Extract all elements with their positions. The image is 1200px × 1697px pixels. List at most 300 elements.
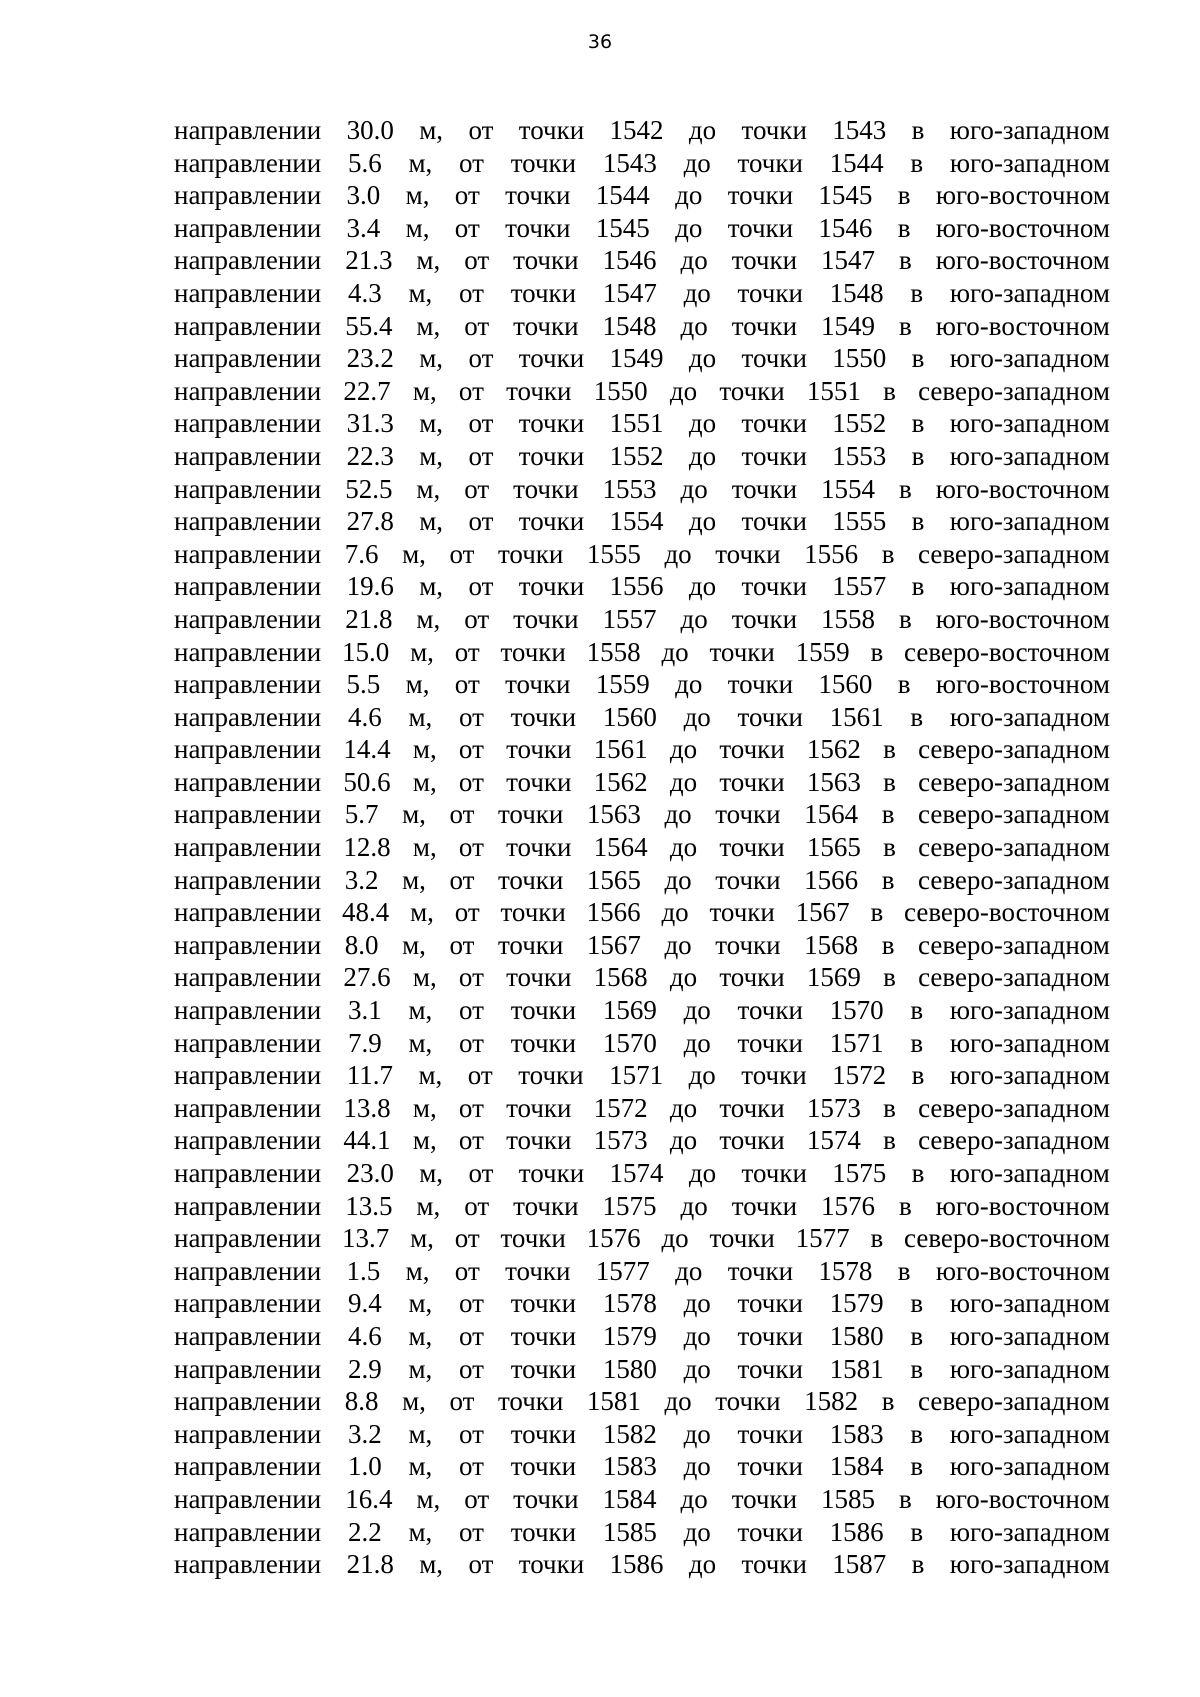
word: в: [870, 636, 884, 667]
word: 19.6: [346, 571, 394, 602]
word: до: [669, 832, 698, 863]
word: 1560: [818, 669, 873, 700]
word: до: [683, 1288, 711, 1319]
word: точки: [741, 506, 807, 537]
word: северо-западном: [918, 799, 1110, 830]
word: точки: [715, 864, 781, 895]
word: точки: [737, 1027, 803, 1058]
word: от: [459, 277, 484, 308]
word: от: [468, 1158, 494, 1188]
word: направлении: [174, 571, 322, 602]
word: точки: [719, 375, 785, 406]
word: до: [688, 1060, 716, 1091]
word: 1574: [609, 1158, 664, 1188]
word: точки: [715, 1386, 781, 1417]
word: до: [664, 864, 692, 895]
word: 52.5: [345, 473, 393, 504]
word: точки: [709, 636, 775, 667]
word: 3.0: [346, 180, 381, 211]
word: точки: [737, 701, 803, 732]
word: точки: [518, 440, 585, 471]
word: от: [454, 1223, 480, 1254]
word: до: [675, 212, 703, 243]
word: точки: [518, 115, 585, 145]
word: точки: [518, 1158, 585, 1188]
word: м,: [408, 1451, 433, 1482]
word: точки: [506, 832, 572, 863]
word: 1544: [829, 147, 884, 178]
word: 1548: [602, 310, 657, 341]
word: точки: [715, 929, 781, 960]
word: в: [910, 1418, 924, 1449]
word: 1558: [586, 636, 641, 667]
word: до: [661, 897, 689, 928]
word: м,: [419, 571, 444, 602]
word: в: [910, 1451, 924, 1482]
word: точки: [731, 1190, 798, 1221]
word: 1562: [806, 734, 861, 765]
word: направлении: [174, 473, 322, 504]
word: от: [454, 212, 480, 243]
word: направлении: [174, 1125, 322, 1156]
word: точки: [719, 734, 785, 765]
word: юго-восточном: [935, 603, 1110, 634]
word: в: [911, 506, 925, 537]
word: от: [458, 734, 484, 765]
word: направлении: [174, 310, 322, 341]
word: в: [881, 1386, 895, 1417]
word: 1563: [806, 766, 861, 797]
word: от: [464, 310, 490, 341]
word: точки: [737, 1451, 803, 1482]
word: 7.6: [344, 538, 379, 569]
word: точки: [737, 1418, 803, 1449]
word: 1549: [609, 343, 664, 374]
word: 50.6: [343, 766, 391, 797]
text-line: [174, 277, 1110, 310]
word: 1563: [586, 799, 641, 830]
word: юго-западном: [949, 1158, 1110, 1188]
word: от: [458, 832, 484, 863]
word: 1571: [829, 1027, 884, 1058]
word: в: [899, 1190, 912, 1221]
word: 8.8: [344, 1386, 379, 1417]
word: точки: [731, 1483, 798, 1514]
word: направлении: [174, 147, 322, 178]
word: 1582: [804, 1386, 859, 1417]
word: точки: [505, 180, 571, 211]
text-line: [174, 733, 1110, 766]
word: точки: [731, 473, 798, 504]
text-line: [174, 1255, 1110, 1288]
word: 1578: [602, 1288, 657, 1319]
word: 15.0: [342, 636, 390, 667]
word: до: [680, 310, 708, 341]
word: от: [449, 1386, 475, 1417]
word: точки: [731, 603, 798, 634]
word: 22.3: [346, 440, 394, 471]
word: направлении: [174, 1353, 322, 1384]
text-line: [174, 1222, 1110, 1255]
word: в: [910, 701, 924, 732]
word: от: [464, 1483, 490, 1514]
word: 3.2: [347, 1418, 382, 1449]
word: от: [468, 408, 494, 439]
word: точки: [506, 962, 572, 993]
text-line: [174, 1385, 1110, 1418]
word: направлении: [174, 832, 322, 863]
word: до: [680, 473, 708, 504]
word: точки: [513, 603, 579, 634]
word: точки: [505, 1255, 571, 1286]
word: 1547: [602, 277, 657, 308]
word: 1566: [586, 897, 641, 928]
word: юго-восточном: [935, 1255, 1110, 1286]
word: северо-западном: [918, 1386, 1110, 1417]
word: до: [683, 1516, 711, 1547]
word: от: [468, 343, 494, 374]
word: 1567: [795, 897, 850, 928]
word: 1586: [829, 1516, 884, 1547]
word: направлении: [174, 897, 322, 928]
word: от: [459, 147, 484, 178]
word: до: [683, 147, 711, 178]
word: в: [881, 799, 895, 830]
word: 1550: [832, 343, 887, 374]
word: 21.8: [345, 603, 393, 634]
word: направлении: [174, 1516, 322, 1547]
word: м,: [416, 245, 441, 276]
word: м,: [416, 1483, 441, 1514]
word: 2.2: [347, 1516, 382, 1547]
word: м,: [408, 277, 433, 308]
word: от: [458, 375, 484, 406]
word: точки: [741, 571, 807, 602]
word: 1565: [806, 832, 861, 863]
word: м,: [410, 1223, 434, 1254]
word: 1553: [832, 440, 887, 471]
word: до: [664, 538, 692, 569]
word: точки: [500, 897, 566, 928]
word: юго-западном: [949, 115, 1110, 145]
text-line: [174, 375, 1110, 408]
word: направлении: [174, 1223, 322, 1254]
word: до: [669, 375, 698, 406]
word: 13.8: [343, 1092, 391, 1123]
word: до: [688, 408, 717, 439]
word: от: [459, 995, 484, 1026]
text-line: [174, 473, 1110, 506]
word: от: [454, 1255, 480, 1286]
word: от: [459, 1288, 484, 1319]
word: направлении: [174, 603, 322, 634]
word: точки: [510, 1418, 577, 1449]
word: 1556: [609, 571, 664, 602]
word: м,: [405, 180, 430, 211]
word: точки: [737, 995, 803, 1026]
word: точки: [505, 669, 571, 700]
word: м,: [416, 310, 441, 341]
word: м,: [408, 1027, 433, 1058]
word: 1566: [804, 864, 859, 895]
word: направлении: [174, 766, 322, 797]
word: юго-западном: [949, 701, 1110, 732]
word: до: [669, 1092, 698, 1123]
word: точки: [727, 669, 794, 700]
word: 1558: [821, 603, 876, 634]
word: 1571: [609, 1060, 664, 1091]
word: от: [459, 1418, 484, 1449]
word: 1572: [832, 1060, 887, 1091]
word: точки: [506, 1092, 572, 1123]
word: юго-западном: [949, 1516, 1110, 1547]
word: 1.0: [347, 1451, 382, 1482]
word: направлении: [174, 375, 322, 406]
word: 1555: [586, 538, 641, 569]
word: до: [675, 1255, 703, 1286]
word: в: [910, 1288, 924, 1319]
word: 1585: [821, 1483, 876, 1514]
word: северо-западном: [918, 375, 1110, 406]
word: в: [910, 147, 924, 178]
word: 1548: [829, 277, 884, 308]
word: до: [688, 506, 717, 537]
word: в: [910, 995, 924, 1026]
word: точки: [727, 180, 794, 211]
word: 1564: [804, 799, 859, 830]
text-line: [174, 212, 1110, 245]
word: в: [899, 473, 912, 504]
word: северо-западном: [918, 538, 1110, 569]
word: направлении: [174, 864, 322, 895]
word: направлении: [174, 1255, 322, 1286]
text-line: [174, 244, 1110, 277]
word: м,: [412, 1092, 437, 1123]
word: от: [464, 473, 490, 504]
word: точки: [715, 799, 781, 830]
word: м,: [412, 734, 437, 765]
text-line: [174, 1320, 1110, 1353]
word: до: [683, 1027, 711, 1058]
word: северо-западном: [918, 929, 1110, 960]
word: 13.7: [342, 1223, 390, 1254]
word: точки: [737, 1353, 803, 1384]
text-line: [174, 668, 1110, 701]
word: в: [897, 1255, 911, 1286]
word: 14.4: [343, 734, 391, 765]
text-line: [174, 1027, 1110, 1060]
word: в: [883, 1092, 896, 1123]
word: точки: [737, 147, 803, 178]
word: до: [683, 1353, 711, 1384]
text-line: [174, 896, 1110, 929]
word: 1551: [609, 408, 664, 439]
word: м,: [416, 473, 441, 504]
text-line: [174, 440, 1110, 473]
word: точки: [737, 1516, 803, 1547]
word: 1544: [595, 180, 650, 211]
word: от: [467, 1060, 493, 1091]
word: 8.0: [344, 929, 379, 960]
word: 22.7: [343, 375, 391, 406]
word: точки: [709, 1223, 775, 1254]
word: направлении: [174, 1320, 322, 1351]
word: до: [664, 929, 692, 960]
word: 1568: [804, 929, 859, 960]
word: точки: [506, 1125, 572, 1156]
word: направлении: [174, 1027, 322, 1058]
word: 1559: [795, 636, 850, 667]
word: от: [449, 799, 475, 830]
text-line: [174, 538, 1110, 571]
word: 1543: [602, 147, 657, 178]
word: в: [883, 1125, 896, 1156]
word: северо-западном: [918, 766, 1110, 797]
word: северо-восточном: [904, 897, 1110, 928]
word: юго-западном: [949, 1320, 1110, 1351]
word: в: [911, 1549, 925, 1580]
word: в: [911, 1158, 925, 1188]
word: точки: [506, 766, 572, 797]
word: 12.8: [343, 832, 391, 863]
word: м,: [402, 799, 426, 830]
word: 5.6: [347, 147, 382, 178]
word: точки: [741, 115, 807, 145]
word: 1559: [595, 669, 650, 700]
word: 1579: [829, 1288, 884, 1319]
word: м,: [412, 766, 437, 797]
word: до: [664, 799, 692, 830]
word: 21.3: [345, 245, 393, 276]
text-line: [174, 994, 1110, 1027]
word: 1586: [609, 1549, 664, 1580]
word: направлении: [174, 1158, 322, 1188]
word: от: [454, 669, 480, 700]
word: м,: [402, 929, 426, 960]
word: в: [910, 277, 924, 308]
word: 1.5: [346, 1255, 381, 1286]
word: в: [911, 343, 925, 374]
word: до: [680, 1190, 708, 1221]
word: 1555: [832, 506, 887, 537]
word: направлении: [174, 636, 322, 667]
word: 1569: [602, 995, 657, 1026]
text-line: [174, 1190, 1110, 1223]
word: 1583: [602, 1451, 657, 1482]
word: направлении: [174, 1060, 322, 1091]
word: юго-западном: [949, 506, 1110, 537]
word: точки: [506, 375, 572, 406]
word: 3.2: [344, 864, 379, 895]
word: до: [683, 1320, 711, 1351]
word: точки: [513, 473, 579, 504]
word: точки: [513, 1190, 579, 1221]
word: юго-восточном: [935, 1190, 1110, 1221]
word: точки: [741, 440, 807, 471]
word: точки: [510, 995, 577, 1026]
word: в: [883, 734, 896, 765]
word: до: [669, 766, 698, 797]
word: точки: [741, 408, 807, 439]
word: точки: [513, 245, 579, 276]
word: направлении: [174, 995, 322, 1026]
word: до: [688, 571, 717, 602]
word: 1554: [609, 506, 664, 537]
word: направлении: [174, 1092, 322, 1123]
word: точки: [510, 701, 577, 732]
word: в: [910, 1320, 924, 1351]
word: 1582: [602, 1418, 657, 1449]
word: 1549: [821, 310, 876, 341]
word: направлении: [174, 212, 322, 243]
word: направлении: [174, 115, 322, 145]
word: 1573: [593, 1125, 648, 1156]
word: точки: [505, 212, 571, 243]
word: направлении: [174, 1451, 322, 1482]
word: юго-западном: [949, 1060, 1110, 1091]
word: 1587: [832, 1549, 887, 1580]
word: 13.5: [345, 1190, 393, 1221]
word: юго-западном: [949, 1027, 1110, 1058]
word: 23.0: [346, 1158, 394, 1188]
text-line: [174, 1157, 1110, 1190]
word: направлении: [174, 408, 322, 439]
word: 5.5: [346, 669, 381, 700]
word: направлении: [174, 962, 322, 993]
word: в: [910, 1516, 924, 1547]
word: до: [683, 995, 711, 1026]
word: от: [458, 766, 484, 797]
word: точки: [518, 343, 585, 374]
word: до: [675, 180, 703, 211]
word: 1553: [602, 473, 657, 504]
word: точки: [719, 1092, 785, 1123]
word: точки: [741, 343, 807, 374]
word: до: [661, 636, 689, 667]
word: 1574: [806, 1125, 861, 1156]
word: м,: [419, 408, 444, 439]
word: м,: [416, 1190, 441, 1221]
word: северо-западном: [918, 962, 1110, 993]
word: юго-восточном: [935, 669, 1110, 700]
word: м,: [419, 1549, 444, 1580]
word: 4.6: [347, 701, 382, 732]
word: 1562: [593, 766, 648, 797]
text-line: [174, 114, 1110, 147]
word: точки: [510, 277, 577, 308]
word: 7.9: [347, 1027, 382, 1058]
word: до: [669, 734, 698, 765]
word: в: [897, 180, 911, 211]
word: м,: [412, 832, 437, 863]
word: направлении: [174, 669, 322, 700]
word: точки: [741, 1158, 807, 1188]
word: 1581: [829, 1353, 884, 1384]
word: до: [683, 277, 711, 308]
word: юго-западном: [949, 440, 1110, 471]
word: северо-восточном: [904, 1223, 1110, 1254]
text-line: [174, 701, 1110, 734]
text-line: [174, 961, 1110, 994]
word: юго-западном: [949, 147, 1110, 178]
word: направлении: [174, 1386, 322, 1417]
word: от: [459, 701, 484, 732]
word: 11.7: [346, 1060, 393, 1091]
word: от: [468, 506, 494, 537]
word: юго-западном: [949, 1418, 1110, 1449]
word: точки: [518, 506, 585, 537]
word: 1579: [602, 1320, 657, 1351]
